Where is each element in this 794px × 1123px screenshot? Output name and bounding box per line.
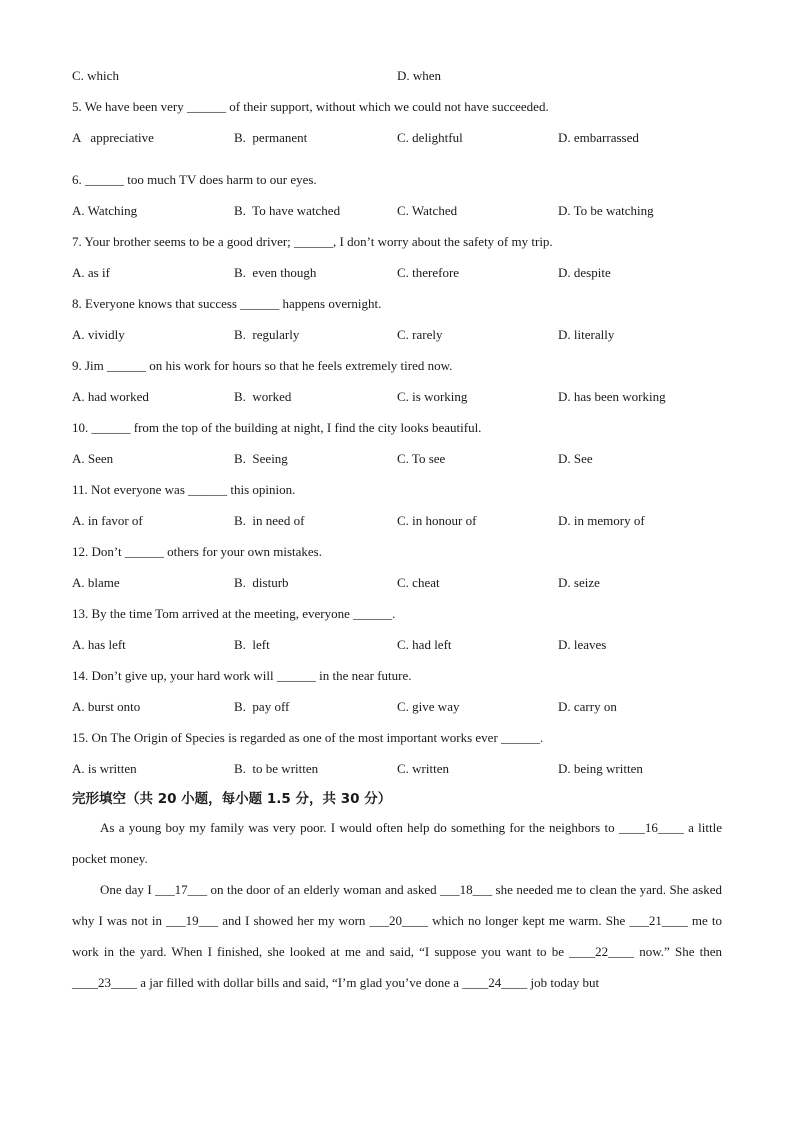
passage-text: she needed me to clean the yard. She asked why I was not in [72, 882, 722, 928]
option-b: B. even though [234, 265, 317, 280]
cloze-blank-20: ___20____ [369, 913, 428, 928]
option-c: C. written [397, 761, 449, 776]
option-row-q4 [72, 66, 722, 86]
question-stem-15: 15. On The Origin of Species is regarded as one of the most important works ever ______. [72, 730, 544, 745]
option-row-q5 [72, 128, 722, 148]
option-d: D. To be watching [558, 203, 654, 218]
passage-text: and I showed her my worn [218, 913, 370, 928]
option-row-q15 [72, 759, 722, 779]
option-c: C. which [72, 68, 119, 83]
option-b: B. regularly [234, 327, 300, 342]
option-row-q7 [72, 263, 722, 283]
option-c: C. To see [397, 451, 446, 466]
passage-text: As a young boy my family was very poor. I would often help do something for the neighbors to [100, 820, 619, 835]
passage-text: job today but [527, 975, 600, 990]
option-row-q12 [72, 573, 722, 593]
cloze-blank-17: ___17___ [155, 882, 208, 897]
option-d: D. See [558, 451, 593, 466]
question-stem-13: 13. By the time Tom arrived at the meeting, everyone ______. [72, 606, 396, 621]
option-row-q14 [72, 697, 722, 717]
passage-paragraph-2 [72, 874, 722, 998]
option-d: D. being written [558, 761, 643, 776]
option-row-q11 [72, 511, 722, 531]
cloze-blank-21: ___21____ [629, 913, 688, 928]
question-stem-6: 6. ______ too much TV does harm to our eyes. [72, 172, 317, 187]
option-a: A. Watching [72, 203, 138, 218]
option-c: C. give way [397, 699, 460, 714]
option-d: D. embarrassed [558, 130, 639, 145]
question-stem-7: 7. Your brother seems to be a good driver; ______, I don’t worry about the safety of my trip. [72, 234, 553, 249]
option-d: D. leaves [558, 637, 607, 652]
option-b: B. pay off [234, 699, 290, 714]
option-c: C. had left [397, 637, 452, 652]
option-d: D. has been working [558, 389, 666, 404]
question-stem-14: 14. Don’t give up, your hard work will ______ in the near future. [72, 668, 412, 683]
option-a: A. in favor of [72, 513, 143, 528]
passage-text: now.” She then [634, 944, 722, 959]
exam-page [72, 66, 722, 998]
option-d: D. literally [558, 327, 615, 342]
option-c: C. rarely [397, 327, 443, 342]
question-stem-9: 9. Jim ______ on his work for hours so that he feels extremely tired now. [72, 358, 453, 373]
option-c: C. Watched [397, 203, 458, 218]
option-row-q13 [72, 635, 722, 655]
option-b: B. disturb [234, 575, 289, 590]
option-a: A. blame [72, 575, 120, 590]
passage-text: One day I [100, 882, 156, 897]
cloze-blank-24: ____24____ [462, 975, 528, 990]
option-a: A. had worked [72, 389, 149, 404]
option-a: A. has left [72, 637, 126, 652]
option-c: C. is working [397, 389, 468, 404]
passage-text: a little pocket money. [72, 820, 722, 866]
option-b: B. To have watched [234, 203, 341, 218]
option-d: D. despite [558, 265, 611, 280]
passage-text: on the door of an elderly woman and asked [207, 882, 441, 897]
option-c: C. cheat [397, 575, 440, 590]
option-row-q9 [72, 387, 722, 407]
option-a: A. as if [72, 265, 110, 280]
option-a: A. vividly [72, 327, 125, 342]
cloze-blank-22: ____22____ [569, 944, 635, 959]
option-row-q10 [72, 449, 722, 469]
option-d: D. in memory of [558, 513, 645, 528]
passage-text: a jar filled with dollar bills and said, “I’m glad you’ve done a [137, 975, 463, 990]
option-d: D. carry on [558, 699, 617, 714]
passage-text: which no longer kept me warm. She [428, 913, 630, 928]
option-a: A. is written [72, 761, 137, 776]
cloze-blank-19: ___19___ [166, 913, 219, 928]
option-b: B. worked [234, 389, 292, 404]
question-stem-10: 10. ______ from the top of the building at night, I find the city looks beautiful. [72, 420, 482, 435]
option-c: C. delightful [397, 130, 463, 145]
option-row-q8 [72, 325, 722, 345]
option-a: A appreciative [72, 130, 154, 145]
question-stem-5: 5. We have been very ______ of their support, without which we could not have succeeded. [72, 99, 549, 114]
option-a: A. Seen [72, 451, 114, 466]
cloze-blank-23: ____23____ [72, 975, 137, 990]
option-d: D. seize [558, 575, 600, 590]
option-b: B. permanent [234, 130, 308, 145]
cloze-blank-18: ___18___ [440, 882, 493, 897]
question-stem-12: 12. Don’t ______ others for your own mistakes. [72, 544, 322, 559]
question-stem-11: 11. Not everyone was ______ this opinion. [72, 482, 296, 497]
passage-text: me to work in the yard. When I finished, she looked at me and said, “I suppose you want to be [72, 913, 723, 959]
option-b: B. left [234, 637, 270, 652]
option-row-q6 [72, 201, 722, 221]
option-c: C. in honour of [397, 513, 477, 528]
section-title-cloze: 完形填空（共 20 小题，每小题 1.5 分，共 30 分） [72, 791, 392, 807]
option-a: A. burst onto [72, 699, 141, 714]
option-b: B. to be written [234, 761, 319, 776]
question-stem-8: 8. Everyone knows that success ______ happens overnight. [72, 296, 382, 311]
passage-paragraph-1 [72, 812, 722, 874]
option-b: B. in need of [234, 513, 305, 528]
option-d: D. when [397, 68, 442, 83]
option-b: B. Seeing [234, 451, 288, 466]
cloze-blank-16: ____16____ [618, 820, 684, 835]
option-c: C. therefore [397, 265, 460, 280]
